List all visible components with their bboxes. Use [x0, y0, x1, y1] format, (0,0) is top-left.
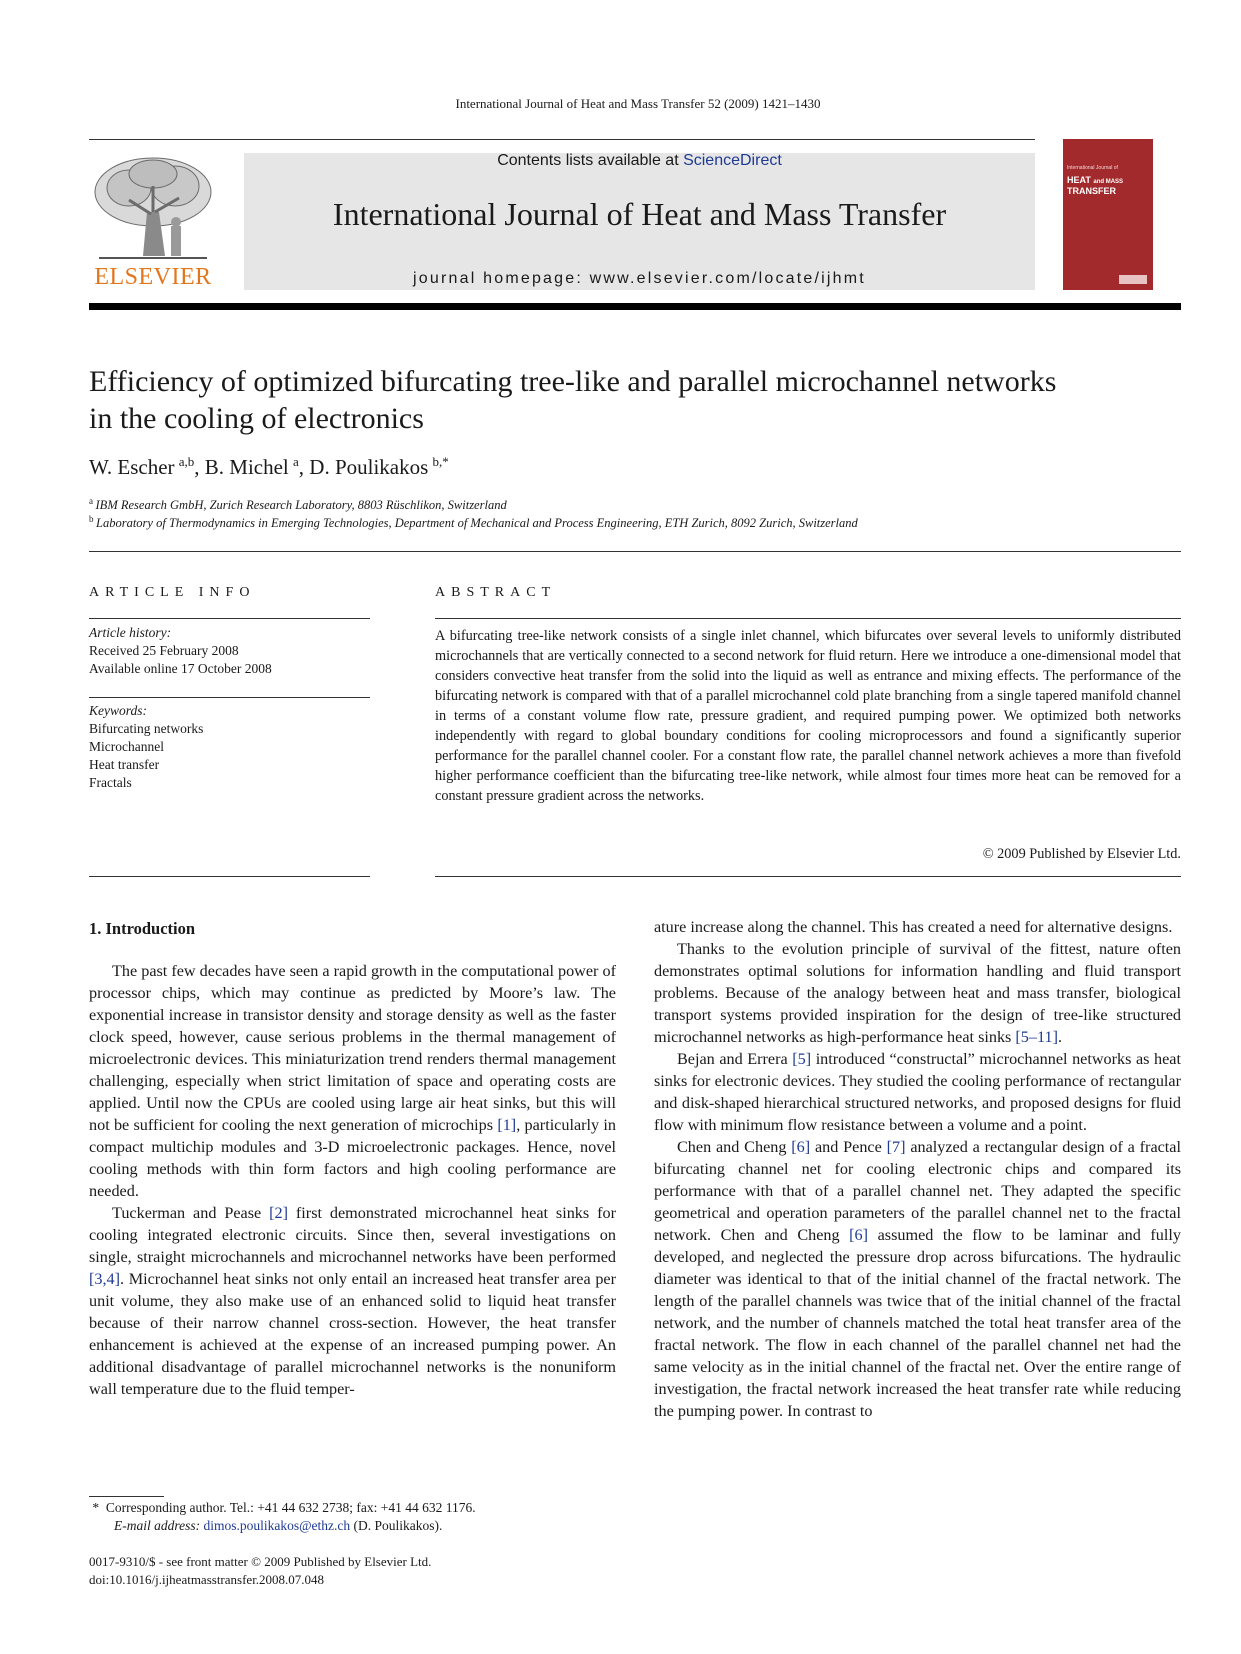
affiliation-rule: [89, 551, 1181, 552]
cover-heat: HEAT: [1067, 175, 1091, 185]
affiliation-text: IBM Research GmbH, Zurich Research Laboratory, 8803 Rüschlikon, Switzerland: [95, 498, 507, 513]
corresponding-author-footnote: [89, 1499, 476, 1517]
citation-link[interactable]: [3,4]: [89, 1270, 121, 1288]
cover-and-mass: and MASS: [1093, 179, 1124, 185]
paragraph: [654, 1048, 1181, 1136]
cover-title: [1067, 176, 1123, 196]
footnote-rule: [89, 1496, 164, 1497]
paragraph-text: analyzed a rectangular design of a fractal bifurcating channel net for cooling electronic chips and compared its performance with that of a parallel channel net. They adapted the specific geometrical and operation parameters of the parallel channel net to the fractal network. Chen and Cheng: [654, 1138, 1181, 1244]
abstract-heading: ABSTRACT: [435, 585, 557, 600]
citation-link[interactable]: [5–11]: [1015, 1028, 1058, 1046]
keyword: Fractals: [89, 775, 132, 790]
keyword: Microchannel: [89, 739, 164, 754]
abstract-bottom-rule: [435, 876, 1181, 877]
issn-line: 0017-9310/$ - see front matter © 2009 Published by Elsevier Ltd.: [89, 1554, 432, 1569]
author-separator: ,: [298, 455, 310, 479]
received-date: Received 25 February 2008: [89, 643, 239, 658]
keywords-block: [89, 702, 370, 792]
paragraph-text: introduced “constructal” microchannel networks as heat sinks for electronic devices. They studied the cooling performance of rectangular and disk-shaped hierarchical structured networks, and proposed designs for fluid flow with minimum flow resistance between a volume and a point.: [654, 1050, 1181, 1134]
journal-cover: [1063, 139, 1153, 290]
paragraph: [654, 1136, 1181, 1422]
running-head: International Journal of Heat and Mass Transfer 52 (2009) 1421–1430: [455, 96, 821, 111]
author-list: [89, 454, 449, 480]
author-affil-mark: b,*: [432, 454, 449, 469]
citation-link[interactable]: [2]: [269, 1204, 288, 1222]
article-info-heading: ARTICLE INFO: [89, 585, 256, 600]
article-history: [89, 624, 370, 678]
citation-link[interactable]: [5]: [792, 1050, 812, 1068]
journal-title: International Journal of Heat and Mass Transfer: [332, 196, 947, 232]
elsevier-wordmark: ELSEVIER: [94, 264, 212, 290]
body-column-right: [654, 916, 1181, 1422]
paragraph: [89, 960, 616, 1202]
section-heading-introduction: 1. Introduction: [89, 919, 196, 938]
doi-line[interactable]: doi:10.1016/j.ijheatmasstransfer.2008.07.048: [89, 1572, 325, 1587]
paragraph-text: first demonstrated microchannel heat sinks for cooling integrated electronic circuits. Since then, several investigations on single, straight microchannels and microchannel networks have been performed: [89, 1204, 616, 1266]
article-title: [89, 363, 1181, 437]
author-separator: ,: [194, 455, 205, 479]
citation-link[interactable]: [6]: [849, 1226, 869, 1244]
affiliation-mark: b: [89, 514, 94, 524]
email-footnote: [114, 1517, 442, 1535]
title-line-2: in the cooling of electronics: [89, 402, 424, 435]
keyword: Heat transfer: [89, 757, 160, 772]
citation-link[interactable]: [6]: [791, 1138, 811, 1156]
paragraph-text: Bejan and Errera: [677, 1050, 793, 1068]
paragraph-text: Thanks to the evolution principle of survival of the fittest, nature often demonstrates optimal solutions for information handling and fluid transport problems. Because of the analogy between heat and mass transfer, biological transport systems provided inspiration for the design of tree-like structured microchannel networks as high-performance heat sinks: [654, 940, 1181, 1046]
abstract-text: A bifurcating tree-like network consists of a single inlet channel, which bifurcates over several levels to uniformly distributed microchannels that are vertically connected to a second network for fluid return. Here we introduce a one-dimensional model that considers convective heat transfer from the solid into the liquid as well as entrance and mixing effects. The performance of the bifurcating network is compared with that of a parallel microchannel cold plate branching from a single tapered manifold channel in terms of a constant volume flow rate, pressure gradient, and required pumping power. We optimized both networks independently with regard to global boundary conditions for cooling microprocessors and found a significantly superior performance for the parallel channel cooler. For a constant flow rate, the parallel channel network achieves a more than fivefold higher performance coefficient than the bifurcating tree-like network, while almost four times more heat can be removed for a constant pressure gradient across the networks.: [435, 628, 1181, 804]
email-link[interactable]: dimos.poulikakos@ethz.ch: [203, 1518, 351, 1533]
footnote-mark: *: [92, 1500, 100, 1515]
paragraph: [654, 938, 1181, 1048]
author-affil-mark: a: [293, 454, 299, 469]
paragraph-text: Chen and Cheng: [677, 1138, 792, 1156]
online-date: Available online 17 October 2008: [89, 661, 272, 676]
keywords-rule: [89, 697, 370, 698]
paragraph: [89, 1202, 616, 1400]
keyword: Bifurcating networks: [89, 721, 204, 736]
paragraph-text: .: [1057, 1028, 1063, 1046]
author-name: W. Escher: [89, 455, 175, 479]
journal-homepage[interactable]: journal homepage: www.elsevier.com/locate/ijhmt: [413, 270, 866, 287]
contents-available: [244, 152, 1035, 170]
keywords-label: Keywords:: [89, 703, 147, 718]
cover-small-text: International Journal of: [1067, 165, 1118, 171]
paragraph-text: . Microchannel heat sinks not only entail an increased heat transfer area per unit volume, they also make use of an enhanced solid to liquid heat transfer because of their narrow channel cross-section. However, the heat transfer enhancement is achieved at the expense of an increased pumping power. An additional disadvantage of parallel microchannel networks is the nonuniform wall temperature due to the fluid temper-: [89, 1270, 616, 1398]
sciencedirect-link[interactable]: ScienceDirect: [683, 152, 782, 169]
email-label: E-mail address:: [114, 1518, 201, 1533]
header-thick-rule: [89, 303, 1181, 310]
author-name: D. Poulikakos: [309, 455, 429, 479]
affiliation-b: [89, 514, 858, 531]
paragraph-text: assumed the flow to be laminar and fully developed, and neglected the pressure drop across bifurcations. The hydraulic diameter was identical to that of the initial channel of the fractal network. The length of the parallel channels was twice that of the initial channel of the fractal network, and the number of channels matched the total heat transfer area of the fractal network. The flow in each channel of the parallel channel net had the same velocity as in the initial channel of the fractal net. Over the entire range of investigation, the fractal network increased the heat transfer rate while reducing the pumping power. In contrast to: [654, 1226, 1181, 1420]
paragraph-text: The past few decades have seen a rapid growth in the computational power of processor chips, which may continue as predicted by Moore’s law. The exponential increase in transistor density and storage density as well as the faster clock speed, however, cause serious problems in the thermal management of microelectronic devices. This miniaturization trend renders thermal management challenging, especially when strict limitation of space and operating costs are applied. Until now the CPUs are cooled using large air heat sinks, but this will not be sufficient for cooling the next generation of microchips: [89, 962, 616, 1134]
paragraph-text: , particularly in compact multichip modules and 3-D microelectronic packages. Hence, novel cooling methods with thin form factors and high cooling performance are needed.: [89, 1116, 616, 1200]
author-name: B. Michel: [204, 455, 289, 479]
footnote-text: Corresponding author. Tel.: +41 44 632 2738; fax: +41 44 632 1176.: [105, 1500, 476, 1515]
affiliation-text: Laboratory of Thermodynamics in Emerging Technologies, Department of Mechanical and Process Engineering, ETH Zurich, 8092 Zurich, Switzerland: [96, 516, 858, 531]
article-info-rule: [89, 618, 370, 619]
article-info-bottom-rule: [89, 876, 370, 877]
banner-text-layer: [244, 0, 1035, 300]
cover-transfer: TRANSFER: [1067, 186, 1116, 196]
paragraph-text: and Pence: [810, 1138, 887, 1156]
title-line-1: Efficiency of optimized bifurcating tree-like and parallel microchannel networks: [89, 365, 1057, 398]
affiliation-a: [89, 496, 507, 513]
elsevier-logo: [89, 152, 217, 292]
citation-link[interactable]: [7]: [886, 1138, 906, 1156]
cover-logo-icon: [1119, 275, 1147, 284]
email-suffix: (D. Poulikakos).: [350, 1518, 443, 1533]
citation-link[interactable]: [1]: [497, 1116, 517, 1134]
tree-icon: [89, 152, 217, 264]
abstract-rule: [435, 618, 1181, 619]
body-column-left: [89, 960, 616, 1400]
abstract-copyright: © 2009 Published by Elsevier Ltd.: [982, 846, 1181, 862]
affiliation-mark: a: [89, 496, 93, 506]
paragraph-text: Tuckerman and Pease: [112, 1204, 270, 1222]
contents-prefix: Contents lists available at: [497, 152, 684, 169]
history-label: Article history:: [89, 625, 172, 640]
author-affil-mark: a,b: [178, 454, 195, 469]
paragraph: ature increase along the channel. This has created a need for alternative designs.: [654, 918, 1173, 936]
